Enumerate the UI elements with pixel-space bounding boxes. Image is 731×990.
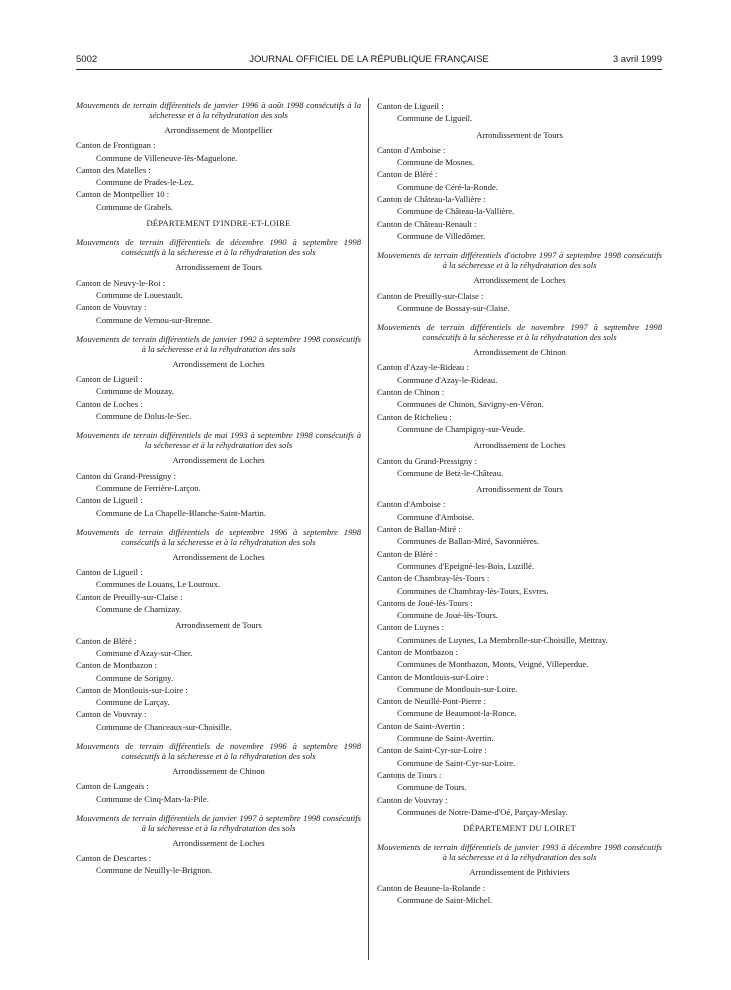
canton-line: Canton de Neuillé-Pont-Pierre : — [377, 696, 487, 707]
commune-line: Commune de Charnizay. — [96, 604, 182, 615]
canton-line: Canton de Vouvray : — [377, 794, 448, 805]
commune-line: Commune de La Chapelle-Blanche-Saint-Martin. — [96, 507, 266, 518]
canton-line: Canton de Montlouis-sur-Loire : — [76, 684, 188, 695]
commune-line: Commune de Joué-lès-Tours. — [397, 610, 498, 621]
canton-line: Canton de Luynes : — [377, 622, 445, 633]
commune-line: Communes d'Epeigné-les-Bois, Luzillé. — [397, 560, 535, 571]
commune-line: Commune de Champigny-sur-Veude. — [397, 423, 525, 434]
commune-line: Communes de Luynes, La Membrolle-sur-Choisille, Mettray. — [397, 634, 608, 645]
movement-heading: Mouvements de terrain différentiels d'octobre 1997 à septembre 1998 consécutifs à la sécheresse et à la réhydratation des sols — [377, 250, 662, 271]
canton-line: Canton de Saint-Cyr-sur-Loire : — [377, 745, 487, 756]
arrondissement-heading: Arrondissement de Loches — [172, 358, 265, 369]
commune-line: Commune de Montlouis-sur-Loire. — [397, 683, 518, 694]
canton-line: Canton de Neuvy-le-Roi : — [76, 277, 166, 288]
arrondissement-heading: Arrondissement de Chinon — [172, 765, 265, 776]
arrondissement-heading: Arrondissement de Montpellier — [164, 125, 273, 135]
canton-line: Canton de Frontignan : — [76, 140, 156, 151]
arrondissement-heading: Arrondissement de Tours — [175, 262, 262, 273]
commune-line: Commune de Grabels. — [96, 201, 174, 212]
arrondissement-heading: Arrondissement de Tours — [476, 484, 563, 495]
arrondissement-heading: Arrondissement de Loches — [473, 440, 566, 451]
movement-heading: Mouvements de terrain différentiels de janvier 1992 à septembre 1998 consécutifs à la sécheresse et à la réhydratation des sols — [76, 333, 361, 354]
commune-line: Communes de Chinon, Savigny-en-Véron. — [397, 399, 544, 410]
canton-line: Canton de Ligueil : — [76, 567, 143, 578]
canton-line: Canton des Matelles : — [76, 164, 151, 175]
commune-line: Commune d'Amboise. — [397, 511, 474, 522]
commune-line: Communes de Notre-Dame-d'Oé, Parçay-Meslay. — [397, 806, 568, 817]
commune-line: Commune de Mouzay. — [96, 386, 174, 397]
commune-line: Commune de Beaumont-la-Ronce. — [397, 708, 517, 719]
commune-line: Commune de Bossay-sur-Claise. — [397, 302, 510, 313]
arrondissement-heading: Arrondissement de Loches — [172, 837, 265, 848]
canton-line: Canton de Château-la-Vallière : — [377, 194, 486, 205]
commune-line: Commune de Saint-Michel. — [397, 895, 493, 906]
movement-heading: Mouvements de terrain différentiels de janvier 1996 à août 1998 consécutifs à la sécheresse et à la réhydratation des sols — [76, 100, 361, 120]
canton-line: Canton de Vouvray : — [76, 709, 147, 720]
commune-line: Communes de Montbazon, Monts, Veigné, Villeperdue. — [397, 659, 589, 670]
commune-line: Commune de Saint-Cyr-sur-Loire. — [397, 757, 516, 768]
canton-line: Canton de Vouvray : — [76, 302, 147, 313]
canton-line: Canton de Montbazon : — [377, 646, 458, 657]
commune-line: Commune de Ligueil. — [397, 113, 473, 124]
commune-line: Commune de Sorigny. — [96, 672, 174, 683]
canton-line: Canton de Chambray-lès-Tours : — [377, 573, 490, 584]
canton-line: Canton de Descartes : — [76, 853, 152, 864]
commune-line: Communes de Louans, Le Louroux. — [96, 579, 221, 590]
commune-line: Commune de Céré-la-Ronde. — [397, 181, 498, 192]
arrondissement-heading: Arrondissement de Tours — [175, 620, 262, 631]
commune-line: Commune de Cinq-Mars-la-Pile. — [96, 793, 209, 804]
commune-line: Commune d'Azay-sur-Cher. — [96, 647, 193, 658]
canton-line: Canton de Preuilly-sur-Claise : — [76, 591, 183, 602]
movement-heading: Mouvements de terrain différentiels de janvier 1993 à décembre 1998 consécutifs à la sécheresse et à la réhydratation des sols — [377, 842, 662, 863]
column-divider — [368, 98, 369, 960]
commune-line: Commune d'Azay-le-Rideau. — [397, 374, 498, 385]
canton-line: Canton de Richelieu : — [377, 411, 452, 422]
header-rule — [76, 69, 662, 70]
canton-line: Canton de Bléré : — [377, 548, 438, 559]
canton-line: Canton de Loches : — [76, 398, 143, 409]
canton-line: Canton du Grand-Pressigny : — [76, 470, 177, 481]
arrondissement-heading: Arrondissement de Loches — [473, 275, 566, 286]
arrondissement-heading: Arrondissement de Chinon — [473, 347, 566, 358]
canton-line: Cantons de Joué-lès-Tours : — [377, 597, 473, 608]
canton-line: Canton de Ligueil : — [76, 495, 143, 506]
journal-title: JOURNAL OFFICIEL DE LA RÉPUBLIQUE FRANÇAISE — [249, 54, 489, 65]
commune-line: Commune de Saint-Avertin. — [397, 733, 494, 744]
commune-line: Commune de Chanceaux-sur-Choisille. — [96, 721, 232, 732]
movement-heading: Mouvements de terrain différentiels de novembre 1996 à septembre 1998 consécutifs à la sécheresse et à la réhydratation des sols — [76, 740, 361, 761]
arrondissement-heading: Arrondissement de Loches — [172, 551, 265, 562]
left-column — [76, 100, 361, 877]
canton-line: Canton de Langeais : — [76, 781, 149, 792]
commune-line: Commune de Betz-le-Château. — [397, 467, 504, 478]
canton-line: Canton de Ballan-Miré : — [377, 524, 461, 535]
commune-line: Commune de Ferrière-Larçon. — [96, 482, 201, 493]
canton-line: Canton de Saint-Avertin : — [377, 720, 465, 731]
canton-line: Cantons de Tours : — [377, 769, 442, 780]
canton-line: Canton de Montpellier 10 : — [76, 189, 170, 200]
commune-line: Commune de Louestault. — [96, 289, 183, 300]
canton-line: Canton de Preuilly-sur-Claise : — [377, 290, 484, 301]
commune-line: Commune de Prades-le-Lez. — [96, 177, 195, 188]
issue-date: 3 avril 1999 — [612, 54, 662, 65]
arrondissement-heading: Arrondissement de Pithiviers — [469, 867, 570, 878]
canton-line: Canton de Chinon : — [377, 387, 445, 398]
canton-line: Canton de Ligueil : — [76, 374, 143, 385]
movement-heading: Mouvements de terrain différentiels de décembre 1990 à septembre 1998 consécutifs à la sécheresse et à la réhydratation des sols — [76, 237, 361, 258]
movement-heading: Mouvements de terrain différentiels de mai 1993 à septembre 1998 consécutifs à la sécheresse et à la réhydratation des sols — [76, 430, 361, 451]
movement-heading: Mouvements de terrain différentiels de novembre 1997 à septembre 1998 consécutifs à la sécheresse et à la réhydratation des sols — [377, 322, 662, 343]
commune-line: Commune de Mosnes. — [397, 157, 475, 168]
canton-line: Canton du Grand-Pressigny : — [377, 455, 478, 466]
canton-line: Canton d'Amboise : — [377, 499, 446, 510]
canton-line: Canton d'Azay-le-Rideau : — [377, 362, 469, 373]
page-number: 5002 — [76, 54, 98, 65]
arrondissement-heading: Arrondissement de Tours — [476, 129, 563, 140]
page-header — [76, 54, 662, 68]
commune-line: Commune de Larçay. — [96, 697, 170, 708]
commune-line: Commune de Villedômer. — [397, 230, 486, 241]
canton-line: Canton de Ligueil : — [377, 101, 444, 111]
commune-line: Commune de Château-la-Vallière. — [397, 206, 515, 217]
commune-line: Commune de Neuilly-le-Brignon. — [96, 865, 213, 876]
commune-line: Commune de Dolus-le-Sec. — [96, 411, 192, 422]
commune-line: Commune de Vernou-sur-Brenne. — [96, 314, 212, 325]
canton-line: Canton de Montlouis-sur-Loire : — [377, 671, 489, 682]
commune-line: Communes de Chambray-lès-Tours, Esvres. — [397, 585, 549, 596]
right-column — [377, 100, 662, 906]
canton-line: Canton de Montbazon : — [76, 660, 157, 671]
canton-line: Canton de Beaune-la-Rolande : — [377, 882, 486, 893]
commune-line: Commune de Tours. — [397, 782, 467, 793]
department-heading: DÉPARTEMENT D'INDRE-ET-LOIRE — [146, 218, 291, 229]
canton-line: Canton de Château-Renault : — [377, 218, 477, 229]
commune-line: Commune de Villeneuve-lès-Maguelone. — [96, 152, 238, 163]
canton-line: Canton de Bléré : — [377, 169, 438, 180]
department-heading: DÉPARTEMENT DU LOIRET — [462, 823, 576, 834]
canton-line: Canton de Bléré : — [76, 635, 137, 646]
canton-line: Canton d'Amboise : — [377, 144, 446, 155]
movement-heading: Mouvements de terrain différentiels de septembre 1996 à septembre 1998 consécutifs à la sécheresse et à la réhydratation des sols — [76, 526, 361, 547]
commune-line: Communes de Ballan-Miré, Savonnières. — [397, 536, 540, 547]
movement-heading: Mouvements de terrain différentiels de janvier 1997 à septembre 1998 consécutifs à la sécheresse et à la réhydratation des sols — [76, 812, 361, 833]
arrondissement-heading: Arrondissement de Loches — [172, 455, 265, 466]
